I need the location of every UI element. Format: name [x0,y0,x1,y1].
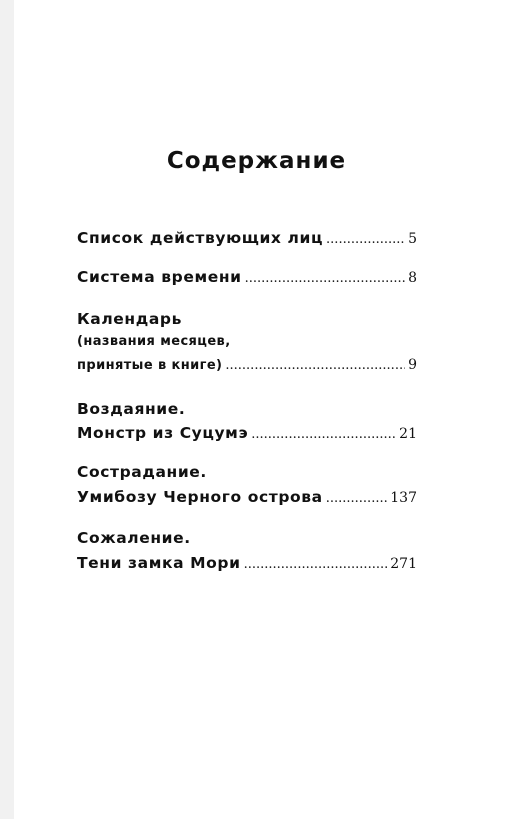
toc-entry-title: Сострадание. [77,463,207,481]
toc-entry-retribution-line-1[interactable] [77,400,417,418]
toc-entry-title: Воздаяние. [77,400,186,418]
toc-entry-regret-line-1[interactable] [77,529,417,547]
toc-entry-cast[interactable] [77,229,417,247]
toc-entry-time-system[interactable] [77,268,417,286]
toc-entry-calendar-line-2[interactable] [77,334,417,349]
toc-leader-dots [251,427,396,442]
page-title: Содержание [166,148,347,174]
toc-entry-title: Сожаление. [77,529,191,547]
toc-leader-dots [326,232,405,247]
toc-page-number: 21 [399,426,417,442]
toc-entry-retribution-line-2[interactable] [77,424,417,442]
toc-page-number: 9 [408,357,417,373]
toc-entry-title: Система времени [77,268,242,286]
toc-entry-calendar-line-1[interactable] [77,310,417,328]
toc-entry-compassion-line-2[interactable] [77,488,417,506]
toc-leader-dots [326,491,388,506]
toc-entry-title: Список действующих лиц [77,229,324,247]
toc-page-number: 8 [408,270,417,286]
toc-leader-dots [245,271,405,286]
toc-entry-regret-line-2[interactable] [77,554,417,572]
toc-entry-title: Календарь [77,310,182,328]
toc-leader-dots [225,358,405,373]
toc-page-number: 271 [390,556,417,572]
toc-page-number: 137 [390,490,417,506]
toc-entry-subtitle: (названия месяцев, [77,334,231,349]
toc-leader-dots [244,557,388,572]
toc-entry-calendar-line-3[interactable] [77,357,417,373]
toc-entry-compassion-line-1[interactable] [77,463,417,481]
toc-entry-subtitle: принятые в книге) [77,358,223,373]
toc-entry-subtitle: Тени замка Мори [77,554,241,572]
toc-entry-subtitle: Умибозу Черного острова [77,488,323,506]
toc-page-number: 5 [408,231,417,247]
toc-entry-subtitle: Монстр из Суцумэ [77,424,249,442]
